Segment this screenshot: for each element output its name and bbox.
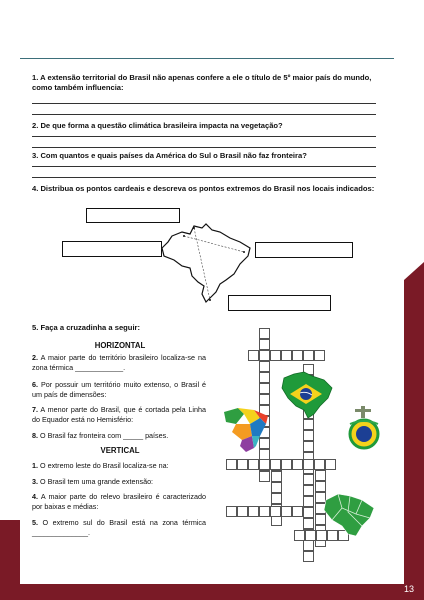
- crossword-cell[interactable]: [259, 383, 270, 394]
- crossword-cell[interactable]: [281, 459, 292, 470]
- question-1: 1. A extensão territorial do Brasil não apenas confere a ele o título de 5º maior país do mundo, como também influencia:: [32, 73, 372, 92]
- clue-v3: 3. O Brasil tem uma grande extensão:: [32, 477, 154, 486]
- crossword-cell[interactable]: [281, 506, 292, 517]
- crossword-cell[interactable]: [270, 459, 281, 470]
- clue-h2: 2. A maior parte do território brasileiro localiza-se na zona térmica ____________.: [32, 353, 206, 372]
- crossword-cell[interactable]: [270, 506, 281, 517]
- crossword-cell[interactable]: [303, 518, 314, 529]
- crossword-cell[interactable]: [305, 530, 316, 541]
- crossword-cell[interactable]: [303, 551, 314, 562]
- crossword-cell[interactable]: [303, 459, 314, 470]
- crossword-cell[interactable]: [248, 459, 259, 470]
- clue-v5: 5. O extremo sul do Brasil está na zona térmica ______________.: [32, 518, 206, 537]
- question-5: 5. Faça a cruzadinha a seguir:: [32, 323, 141, 332]
- crossword-cell[interactable]: [270, 350, 281, 361]
- crossword-cell[interactable]: [271, 482, 282, 493]
- crossword-cell[interactable]: [259, 459, 270, 470]
- crossword-cell[interactable]: [259, 328, 270, 339]
- crossword-cell[interactable]: [303, 507, 314, 518]
- question-3: 3. Com quantos e quais países da América do Sul o Brasil não faz fronteira?: [32, 151, 307, 160]
- crossword-cell[interactable]: [226, 459, 237, 470]
- crossword-cell[interactable]: [259, 361, 270, 372]
- clue-v1: 1. O extremo leste do Brasil localiza-se na:: [32, 461, 169, 470]
- crossword-cell[interactable]: [303, 540, 314, 551]
- crossword-cell[interactable]: [315, 470, 326, 481]
- crossword-cell[interactable]: [303, 485, 314, 496]
- clue-v4: 4. A maior parte do relevo brasileiro é caracterizado por baixas e médias:: [32, 492, 206, 511]
- clue-h7: 7. A menor parte do Brasil, que é cortada pela Linha do Equador está no Hemisfério:: [32, 405, 206, 424]
- brazil-states-map-icon: [322, 490, 378, 540]
- page-number: 13: [403, 584, 414, 594]
- clue-h6: 6. Por possuir um território muito extenso, o Brasil é um país de dimensões:: [32, 380, 207, 399]
- crossword-cell[interactable]: [303, 430, 314, 441]
- crossword-cell[interactable]: [303, 474, 314, 485]
- horizontal-title: HORIZONTAL: [94, 341, 146, 350]
- crossword-cell[interactable]: [314, 459, 325, 470]
- crossword-cell[interactable]: [248, 506, 259, 517]
- rio-globe-icon: [344, 404, 384, 452]
- crossword-cell[interactable]: [292, 506, 303, 517]
- crossword-cell[interactable]: [259, 471, 270, 482]
- crossword-cell[interactable]: [325, 459, 336, 470]
- brazil-regions-map-icon: [220, 404, 272, 454]
- crossword-cell[interactable]: [271, 493, 282, 504]
- crossword-cell[interactable]: [237, 459, 248, 470]
- crossword-cell[interactable]: [281, 350, 292, 361]
- crossword-cell[interactable]: [259, 339, 270, 350]
- crossword-cell[interactable]: [259, 506, 270, 517]
- crossword-cell[interactable]: [314, 350, 325, 361]
- crossword-cell[interactable]: [271, 471, 282, 482]
- crossword-cell[interactable]: [303, 350, 314, 361]
- vertical-title: VERTICAL: [100, 446, 140, 455]
- crossword-cell[interactable]: [303, 419, 314, 430]
- crossword-cell[interactable]: [292, 459, 303, 470]
- crossword-cell[interactable]: [303, 496, 314, 507]
- crossword-cell[interactable]: [294, 530, 305, 541]
- crossword-cell[interactable]: [259, 350, 270, 361]
- question-4: 4. Distribua os pontos cardeais e descreva os pontos extremos do Brasil nos locais indicados:: [32, 184, 375, 193]
- crossword-cell[interactable]: [237, 506, 248, 517]
- brazil-flag-map-icon: [278, 368, 336, 420]
- crossword-cell[interactable]: [292, 350, 303, 361]
- crossword-cell[interactable]: [248, 350, 259, 361]
- crossword-cell[interactable]: [226, 506, 237, 517]
- crossword-cell[interactable]: [303, 441, 314, 452]
- question-2: 2. De que forma a questão climática brasileira impacta na vegetação?: [32, 121, 283, 130]
- crossword-cell[interactable]: [259, 372, 270, 383]
- clue-h8: 8. O Brasil faz fronteira com _____ países.: [32, 431, 169, 440]
